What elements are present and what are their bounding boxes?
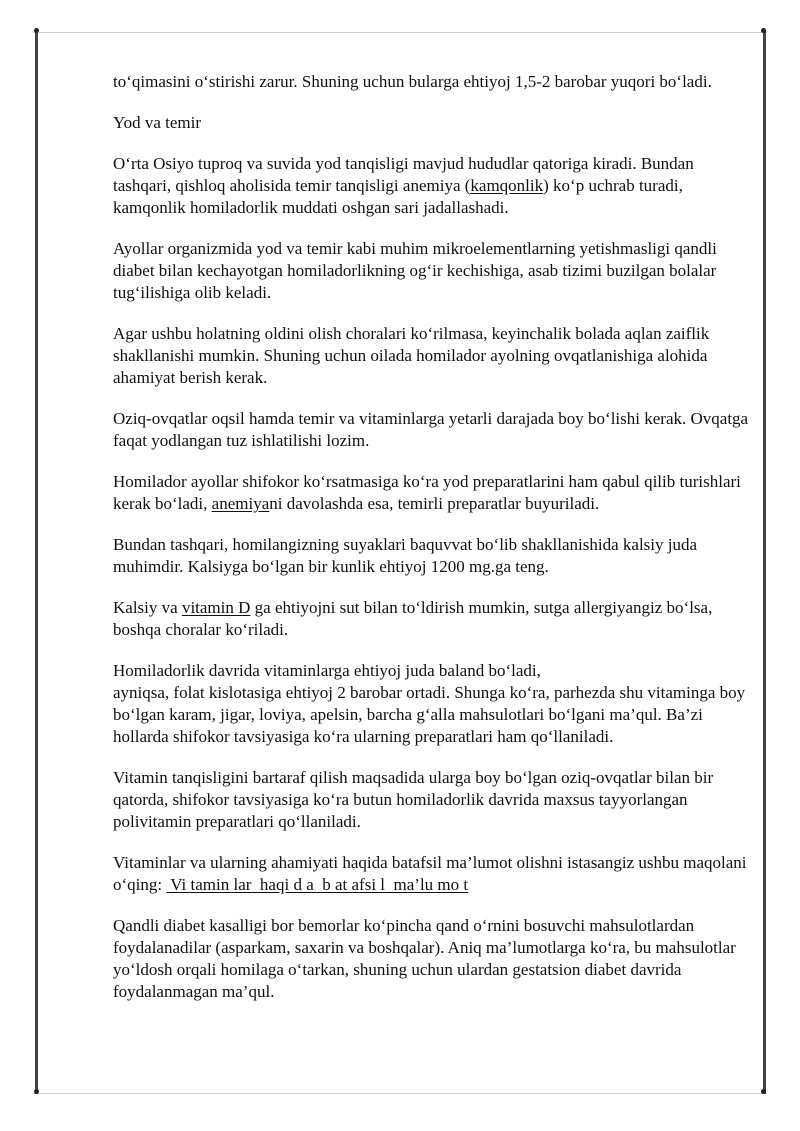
- paragraph: [113, 153, 753, 219]
- corner-mark-icon: [33, 27, 40, 34]
- paragraph: [113, 767, 753, 833]
- paragraph-text: to‘qimasini o‘stirishi zarur. Shuning uchun bularga ehtiyoj 1,5-2 barobar yuqori bo‘ladi.: [113, 72, 712, 91]
- paragraph-text: ga ehtiyojni sut bilan to‘ldirish mumkin, sutga allergiyangiz bo‘lsa, boshqa choralar ko‘riladi.: [113, 598, 713, 639]
- section-heading: [113, 112, 753, 134]
- paragraph-text: Oziq-ovqatlar oqsil hamda temir va vitaminlarga yetarli darajada boy bo‘lishi kerak. Ovqatga faqat yodlangan tuz ishlatilishi lozim.: [113, 409, 749, 450]
- paragraph-text: Agar ushbu holatning oldini olish choralari ko‘rilmasa, keyinchalik bolada aqlan zaiflik shakllanishi mumkin. Shuning uchun oilada homilador ayolning ovqatlanishiga alohida ahamiyat berish kerak.: [113, 324, 710, 387]
- vitamin-d-link[interactable]: vitamin D: [181, 598, 251, 617]
- document-body: [113, 71, 753, 1022]
- paragraph-text: Qandli diabet kasalligi bor bemorlar ko‘pincha qand o‘rnini bosuvchi mahsulotlardan foydalanadilar (asparkam, saxarin va boshqalar). Aniq ma’lumotlarga ko‘ra, bu mahsulotlar yo‘ldosh orqali homilaga o‘tarkan, shuning uchun ulardan gestatsion diabet davrida foydalanmagan ma’qul.: [113, 916, 736, 1001]
- corner-mark-icon: [760, 27, 767, 34]
- paragraph: [113, 597, 753, 641]
- paragraph: [113, 408, 753, 452]
- paragraph: [113, 471, 753, 515]
- paragraph-text: ni davolashda esa, temirli preparatlar buyuriladi.: [269, 494, 600, 513]
- paragraph-text: Kalsiy va: [113, 598, 182, 617]
- paragraph-text: Vitaminlar va ularning ahamiyati haqida batafsil ma’lumot olishni istasangiz ushbu maqolani o‘qing:: [113, 853, 747, 894]
- paragraph-text: Vitamin tanqisligini bartaraf qilish maqsadida ularga boy bo‘lgan oziq-ovqatlar bilan bir qatorda, shifokor tavsiyasiga ko‘ra butun homiladorlik davrida maxsus tayyorlangan polivitamin preparatlari qo‘llaniladi.: [113, 768, 714, 831]
- right-margin-rule: [763, 30, 766, 1094]
- heading-text: Yod va temir: [113, 113, 201, 132]
- paragraph: [113, 238, 753, 304]
- paragraph-text: ayniqsa, folat kislotasiga ehtiyoj 2 barobar ortadi. Shunga ko‘ra, parhezda shu vitaminga boy bo‘lgan karam, jigar, loviya, apelsin, barcha g‘alla mahsulotlari bo‘lgani ma’qul. Ba’zi hollarda shifokor tavsiyasiga ko‘ra ularning preparatlari ham qo‘llaniladi.: [113, 683, 746, 746]
- anemiya-link[interactable]: anemiya: [211, 494, 270, 513]
- paragraph: [113, 534, 753, 578]
- paragraph: [113, 323, 753, 389]
- paragraph-text: O‘rta Osiyo tuproq va suvida yod tanqisligi mavjud hududlar qatoriga kiradi. Bundan tashqari, qishloq aholisida temir tanqisligi anemiya (: [113, 154, 694, 195]
- paragraph-text: Ayollar organizmida yod va temir kabi muhim mikroelementlarning yetishmasligi qandli diabet bilan kechayotgan homiladorlikning og‘ir kechishiga, asab tizimi buzilgan bolalar tug‘ilishiga olib keladi.: [113, 239, 717, 302]
- corner-mark-icon: [760, 1088, 767, 1095]
- paragraph-text: Bundan tashqari, homilangizning suyaklari baquvvat bo‘lib shakllanishida kalsiy juda muhimdir. Kalsiyga bo‘lgan bir kunlik ehtiyoj 1200 mg.ga teng.: [113, 535, 698, 576]
- paragraph: [113, 852, 753, 896]
- paragraph: [113, 660, 753, 748]
- kamqonlik-link[interactable]: kamqonlik: [470, 176, 544, 195]
- vitaminlar-article-link[interactable]: Vi tamin lar haqi d a b at afsi l ma’lu mo t: [166, 875, 469, 894]
- left-margin-rule: [35, 30, 38, 1094]
- paragraph: [113, 71, 753, 93]
- paragraph: [113, 915, 753, 1003]
- paragraph-text: Homilador ayollar shifokor ko‘rsatmasiga ko‘ra yod preparatlarini ham qabul qilib turishlari kerak bo‘ladi,: [113, 472, 741, 513]
- corner-mark-icon: [33, 1088, 40, 1095]
- paragraph-text: ) ko‘p uchrab turadi, kamqonlik homiladorlik muddati oshgan sari jadallashadi.: [113, 176, 683, 217]
- paragraph-text: Homiladorlik davrida vitaminlarga ehtiyoj juda baland bo‘ladi,: [113, 661, 541, 680]
